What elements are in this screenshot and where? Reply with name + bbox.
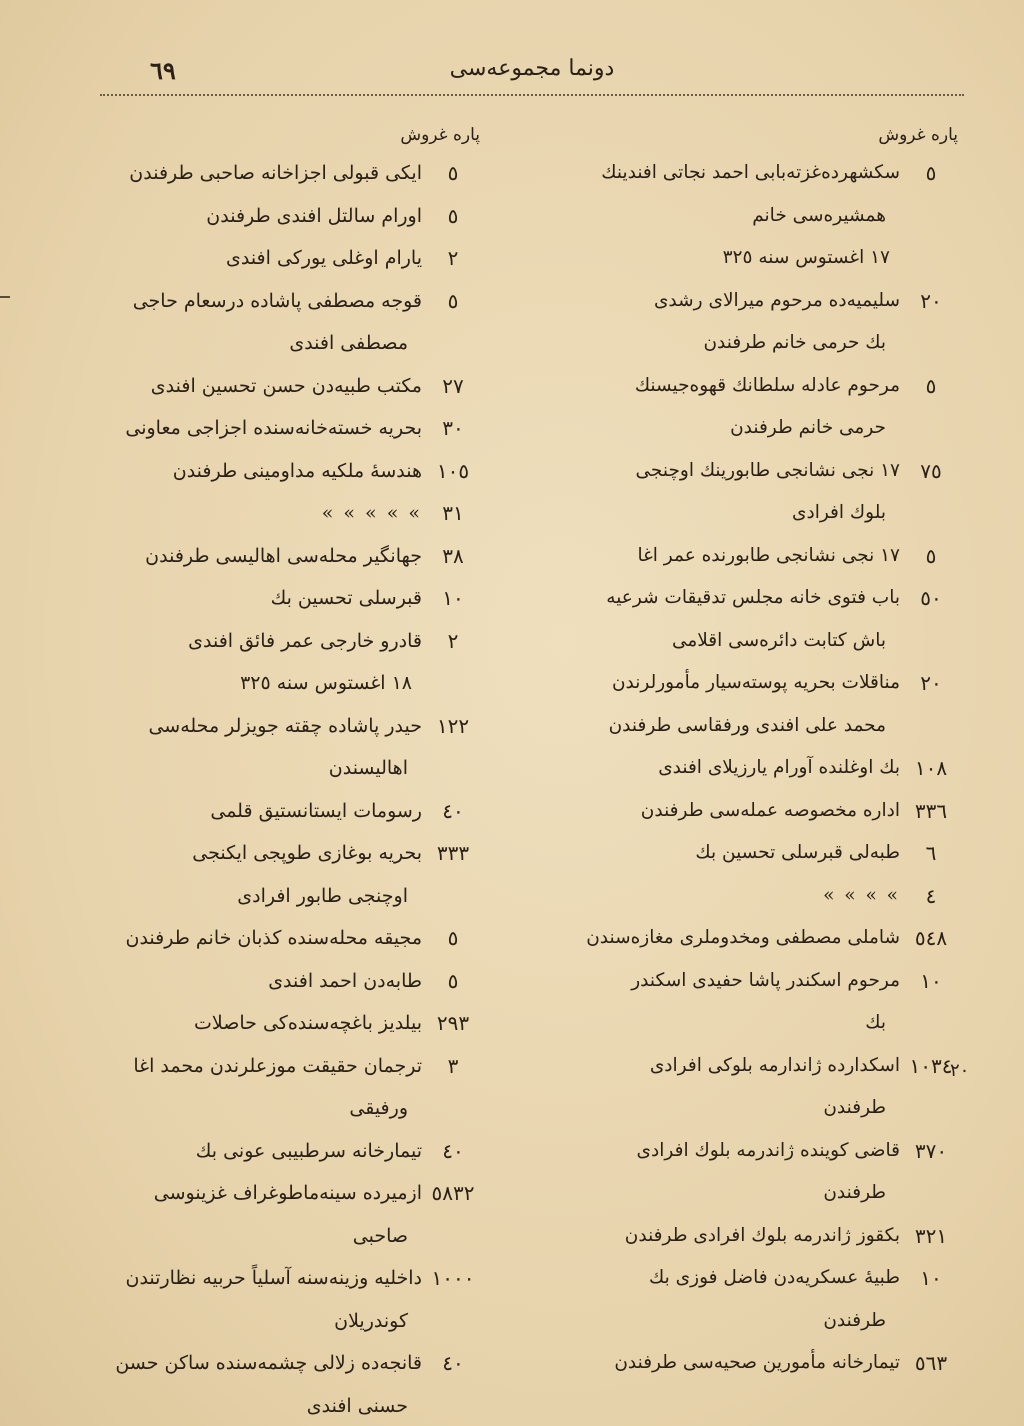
entry-amount: ٥٨٣٢ [431,1181,475,1205]
margin-amount: ٢٠ [950,1060,970,1081]
entry-amount: ٢ [447,246,459,270]
entry-description [542,790,900,833]
entry-amount: ٥ [447,161,459,185]
entry-description [542,577,900,662]
entry-line: همشیره‌سی خانم [752,204,886,226]
entry-amount: ١٢٢ [436,713,470,738]
entry-amount: ٤٠ [442,1351,464,1375]
entry-line: محمد علی افندی ورفقاسی طرفندن [608,714,886,736]
ledger-entry [542,917,962,960]
entry-description [542,875,900,918]
ledger-entry [52,790,484,833]
entry-line: طرفندن [823,1309,886,1331]
ledger-entry [52,1257,484,1342]
entry-line: بحریه بوغازی طوپجی ایکنجی [192,842,422,864]
entry-amount: ٣١ [442,501,464,525]
entry-description [542,365,900,450]
entry-description [52,832,422,917]
entry-description [542,1130,900,1215]
entry-line: ١٨ اغستوس سنه ٣٢٥ [240,672,412,694]
entry-description [542,1257,900,1342]
entry-description [542,1045,900,1130]
entry-line: بك [865,1012,886,1033]
entry-line: داخلیه وزینه‌سنه آسلیاً حربیه نظارتندن [125,1267,422,1289]
entry-description [52,577,422,620]
entry-line: ازمیرده سینه‌ماطوغراف غزینوسی [153,1182,422,1204]
entry-description [52,1257,422,1342]
entry-line: جهانگیر محله‌سی اهالیسی طرفندن [145,544,422,567]
page-header [100,52,964,96]
entry-description [542,1342,900,1385]
entry-amount: ٥ [447,968,459,993]
entry-line: مجیقه محله‌سنده کذبان خانم طرفندن [125,927,422,949]
entry-line: ورفیقی [349,1097,408,1119]
ledger-entry [542,960,962,1045]
entry-line: ایکی قبولی اجزاخانه صاحبی طرفندن [129,162,422,184]
ledger-entry [52,450,484,493]
entry-amount: ٥ [925,373,937,398]
ledger-entry [542,450,962,535]
entry-line: اوچنجی طابور افرادی [237,884,408,907]
entry-amount: ٦ [925,841,937,865]
entry-description [542,1215,900,1258]
entry-description [542,535,900,578]
entry-amount: ١٠٣٤ [909,1053,953,1078]
ledger-entry [542,1130,962,1215]
entry-amount: ٤ [925,883,937,908]
entry-description [52,1045,422,1130]
ledger-entry [542,365,962,450]
entry-description [52,535,422,578]
entry-line: ترجمان حقیقت موزعلرندن محمد اغا [133,1054,422,1077]
ledger-entry [542,1257,962,1342]
ledger-entry [542,790,962,833]
ledger-entry [542,662,962,747]
entry-amount: ١٠٠٠ [431,1266,475,1290]
column-heading: پاره غروش [400,125,480,145]
entry-amount: ٥٦٣ [914,1351,948,1375]
entry-description [52,1130,422,1173]
entry-description [52,280,422,365]
ledger-entry [542,1045,962,1130]
entry-line: طرفندن [823,1182,886,1203]
entry-line: مرحوم اسکندر پاشا حفیدی اسکندر [631,969,900,991]
entry-line: تیمارخانه مأمورین صحیه‌سی طرفندن [614,1352,900,1373]
entry-line: طبه‌لی قبرسلی تحسین بك [695,842,900,863]
entry-description [542,662,900,747]
ledger-entry [52,832,484,917]
ledger-entry [542,747,962,790]
entry-amount: ١٠٨ [914,756,948,780]
ledger-entry [52,280,484,365]
entry-description [52,790,422,833]
entry-line: بك حرمی خانم طرفندن [703,332,886,353]
ledger-entry [52,662,484,705]
entry-amount: ٢٠ [920,671,942,695]
entry-line: قانجه‌ده زلالی چشمه‌سنده ساکن حسن [115,1352,422,1374]
entry-description [52,960,422,1003]
entry-line: طرفندن [823,1097,886,1118]
ledger-entry [52,365,484,408]
entry-amount: ٥ [447,926,459,950]
entry-line: سلیمیه‌ده مرحوم میرالای رشدی [653,289,900,311]
entry-line: قاضی کوینده ژاندرمه بلوك افرادی [636,1139,900,1161]
ledger-entry [52,705,484,790]
entry-description [52,917,422,960]
ledger-entry [542,280,962,365]
entry-amount: ٥ [447,288,459,313]
entry-description [52,492,422,535]
ledger-entry [52,1130,484,1173]
right-column [542,118,962,1385]
entry-line: حیدر پاشاده چقته جویزلر محله‌سی [148,714,422,737]
entry-amount: ١٠٥ [436,458,470,483]
entry-line: قوجه مصطفی پاشاده درسعام حاجی [132,289,422,312]
entry-description [52,237,422,280]
entry-line: مصطفی افندی [289,332,408,354]
ledger-entry [52,407,484,450]
entry-description [52,195,422,238]
entry-line: اورام سالتل افندی طرفندن [206,204,422,227]
entry-line: سکشهرده‌غزته‌بابی احمد نجاتی افندینك [601,162,900,183]
entry-amount: ٥٤٨ [914,926,948,950]
entry-description [542,917,900,960]
ledger-entry [52,577,484,620]
entry-amount: ٤٠ [442,798,464,823]
entry-list [52,152,484,1426]
entry-line: مکتب طبیه‌دن حسن تحسین افندی [150,374,422,397]
ledger-entry [52,492,484,535]
entry-description [52,450,422,493]
ledger-entry [52,1342,484,1426]
ledger-entry [542,1215,962,1258]
entry-line: شاملی مصطفی ومخدوملری مغازه‌سندن [586,927,900,948]
running-title: دونما مجموعه‌سی [449,56,615,81]
entry-description [52,705,422,790]
entry-amount: ٥ [925,161,937,185]
entry-amount: ٣٠ [442,416,464,440]
entry-description [542,832,900,875]
ledger-entry [52,1002,484,1045]
entry-line: اداره مخصوصه عمله‌سی طرفندن [640,799,900,821]
ledger-entry [542,875,962,918]
entry-description [52,365,422,408]
entry-description [542,280,900,365]
entry-description [52,1002,422,1045]
ledger-entry [52,917,484,960]
entry-description [52,662,422,705]
entry-line: مناقلات بحریه پوسته‌سیار مأمورلرندن [611,672,900,693]
entry-line: حرمی خانم طرفندن [730,417,886,438]
entry-amount: ٥ [447,203,459,228]
entry-description [52,407,422,450]
entry-line: طبیهٔ عسکریه‌دن فاضل فوزی بك [649,1267,900,1288]
ledger-entry [52,960,484,1003]
entry-amount: ١٠ [920,968,942,993]
entry-line: باب فتوی خانه مجلس تدقیقات شرعیه [606,587,900,608]
entry-line: رسومات ایستانستیق قلمی [210,799,422,822]
entry-line: کوندریلان [334,1309,408,1332]
entry-description [52,620,422,663]
entry-amount: ٧٥ [920,458,942,483]
entry-description [52,152,422,195]
entry-line: طابه‌دن احمد افندی [268,969,422,992]
entry-amount: ٣٧٠ [914,1138,948,1163]
ledger-entry [52,1045,484,1130]
ledger-entry [542,152,962,237]
entry-line: قبرسلی تحسین بك [270,587,422,609]
page-number: ٦٩ [150,56,176,85]
entry-line: یارام اوغلی یورکی افندی [225,247,422,269]
entry-amount: ٣٣٣ [436,841,470,865]
ledger-entry [52,620,484,663]
entry-line: مرحوم عادله سلطانك قهوه‌جیسنك [634,374,900,396]
entry-description [542,450,900,535]
ledger-entry [52,152,484,195]
entry-line: تیمارخانه سرطبیبی عونی بك [195,1139,422,1162]
entry-amount: ٢٧ [442,373,464,398]
entry-line: » » » » » [321,502,422,524]
ledger-entry [52,1172,484,1257]
entry-description [542,152,900,237]
entry-amount: ٣٣٦ [914,798,948,823]
entry-amount: ٢٠ [920,288,942,313]
entry-amount: ٥ [925,543,937,568]
entry-description [542,960,900,1045]
ledger-entry [52,237,484,280]
entry-line: ١٧ نجی نشانجی طابورنده عمر اغا [637,544,900,566]
column-heading: پاره غروش [878,125,958,145]
entry-amount: ٥٠ [920,586,942,610]
entry-line: صاحبی [352,1224,408,1247]
entry-amount: ٤٠ [442,1138,464,1163]
entry-amount: ١٠ [442,586,464,610]
ledger-entry [542,535,962,578]
entry-line: اسکدارده ژاندارمه بلوکی افرادی [649,1054,900,1076]
entry-line: هندسهٔ ملکیه مداومینی طرفندن [172,459,422,482]
ledger-entry [52,535,484,578]
entry-line: قادرو خارجی عمر فائق افندی [188,629,422,652]
entry-list [542,152,962,1385]
ledger-entry [542,577,962,662]
entry-line: ١٧ نجی نشانجی طابورینك اوچنجی [635,459,900,481]
entry-line: » » » » [823,884,900,906]
entry-line: ١٧ اغستوس سنه ٣٢٥ [722,247,890,268]
entry-line: اهالیسندن [328,757,408,779]
ledger-entry [52,195,484,238]
entry-description [542,747,900,790]
ledger-entry [542,237,962,280]
ledger-entry [542,832,962,875]
entry-description [542,237,900,280]
entry-amount: ١٠ [920,1266,942,1290]
entry-amount: ٣٢١ [914,1223,948,1248]
entry-amount: ٢٩٣ [436,1011,470,1035]
entry-amount: ٣٨ [442,543,464,568]
entry-amount: ٣ [447,1053,459,1078]
entry-description [52,1172,422,1257]
entry-amount: ٢ [447,628,459,653]
entry-line: بك اوغلنده آورام یارزیلای افندی [658,757,900,778]
entry-line: بلوك افرادی [791,502,886,523]
ledger-entry [542,1342,962,1385]
entry-line: حسنی افندی [306,1394,408,1417]
entry-line: بکقوز ژاندرمه بلوك افرادی طرفندن [624,1224,900,1246]
entry-line: باش کتابت دائره‌سی اقلامی [671,629,886,651]
entry-line: بحریه خسته‌خانه‌سنده اجزاجی معاونی [125,417,422,439]
margin-mark [0,296,10,298]
entry-line: بیلدیز باغچه‌سنده‌کی حاصلات [194,1012,422,1034]
left-column [52,118,484,1426]
entry-description [52,1342,422,1426]
